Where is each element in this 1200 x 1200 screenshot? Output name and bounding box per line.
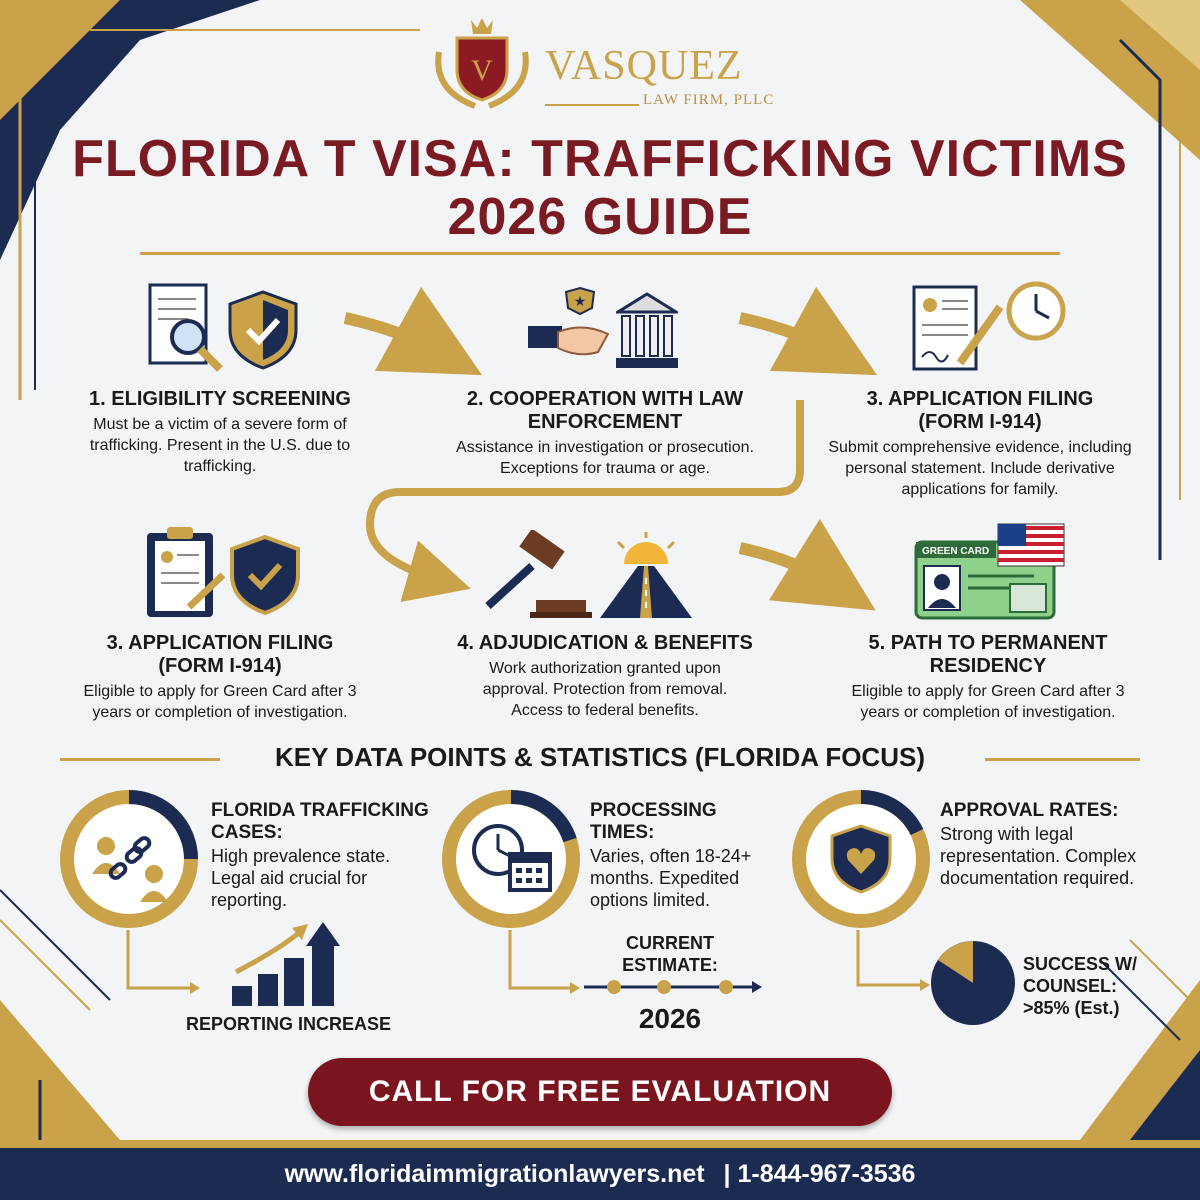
stat-title: APPROVAL RATES: (940, 800, 1119, 821)
reporting-increase-chart (228, 920, 358, 1008)
step-description: Work authorization granted upon approval. Protection from removal. Access to federal benefits. (482, 660, 728, 719)
step-title: 1. ELIGIBILITY SCREENING (89, 388, 351, 410)
page-title: FLORIDA T VISA: TRAFFICKING VICTIMS 2026 GUIDE (72, 130, 1128, 246)
svg-text:★: ★ (573, 293, 587, 309)
step-description: Eligible to apply for Green Card after 3 years or completion of investigation. (851, 683, 1125, 721)
green-card-label: GREEN CARD (922, 546, 990, 557)
footer (0, 1148, 1200, 1200)
stat-title: PROCESSING TIMES: (590, 800, 717, 843)
current-estimate-value: 2026 (638, 1003, 702, 1034)
reporting-increase-label: REPORTING INCREASE (186, 1014, 392, 1034)
step-description: Eligible to apply for Green Card after 3 years or completion of investigation. (83, 683, 357, 721)
stat-description: Varies, often 18-24+ months. Expedited options limited. (590, 846, 752, 910)
step-title: 2. COOPERATION WITH LAW ENFORCEMENT (466, 388, 744, 433)
stat-title: FLORIDA TRAFFICKING CASES: (211, 800, 429, 843)
current-estimate-label: CURRENT ESTIMATE: (622, 933, 718, 975)
website-link[interactable]: www.floridaimmigrationlawyers.net (284, 1160, 705, 1188)
step-title: 3. APPLICATION FILING (FORM I-914) (866, 388, 1094, 433)
step-title: 3. APPLICATION FILING (FORM I-914) (106, 632, 334, 677)
svg-text:V: V (471, 54, 493, 87)
step-description: Assistance in investigation or prosecution. Exceptions for trauma or age. (456, 439, 754, 477)
phone-link[interactable]: | 1-844-967-3536 (723, 1160, 916, 1188)
free-evaluation-button[interactable]: CALL FOR FREE EVALUATION (308, 1058, 892, 1126)
stats-heading: KEY DATA POINTS & STATISTICS (FLORIDA FOCUS) (275, 742, 925, 772)
brand-name: VASQUEZ (545, 43, 743, 89)
stat-description: Strong with legal representation. Complex documentation required. (940, 824, 1137, 888)
step-title: 5. PATH TO PERMANENT RESIDENCY (868, 632, 1108, 677)
stat-description: High prevalence state. Legal aid crucial for reporting. (211, 846, 391, 910)
step-title: 4. ADJUDICATION & BENEFITS (457, 632, 753, 654)
success-pie-chart (930, 940, 1016, 1026)
footer-accent (0, 1140, 1200, 1148)
brand-subtitle: LAW FIRM, PLLC (643, 92, 775, 108)
success-counsel-label: SUCCESS W/ COUNSEL: >85% (Est.) (1023, 954, 1138, 1018)
step-description: Submit comprehensive evidence, including personal statement. Include derivative applications for family. (828, 439, 1132, 498)
timeline (580, 975, 765, 999)
step-description: Must be a victim of a severe form of trafficking. Present in the U.S. due to trafficking. (89, 416, 351, 475)
